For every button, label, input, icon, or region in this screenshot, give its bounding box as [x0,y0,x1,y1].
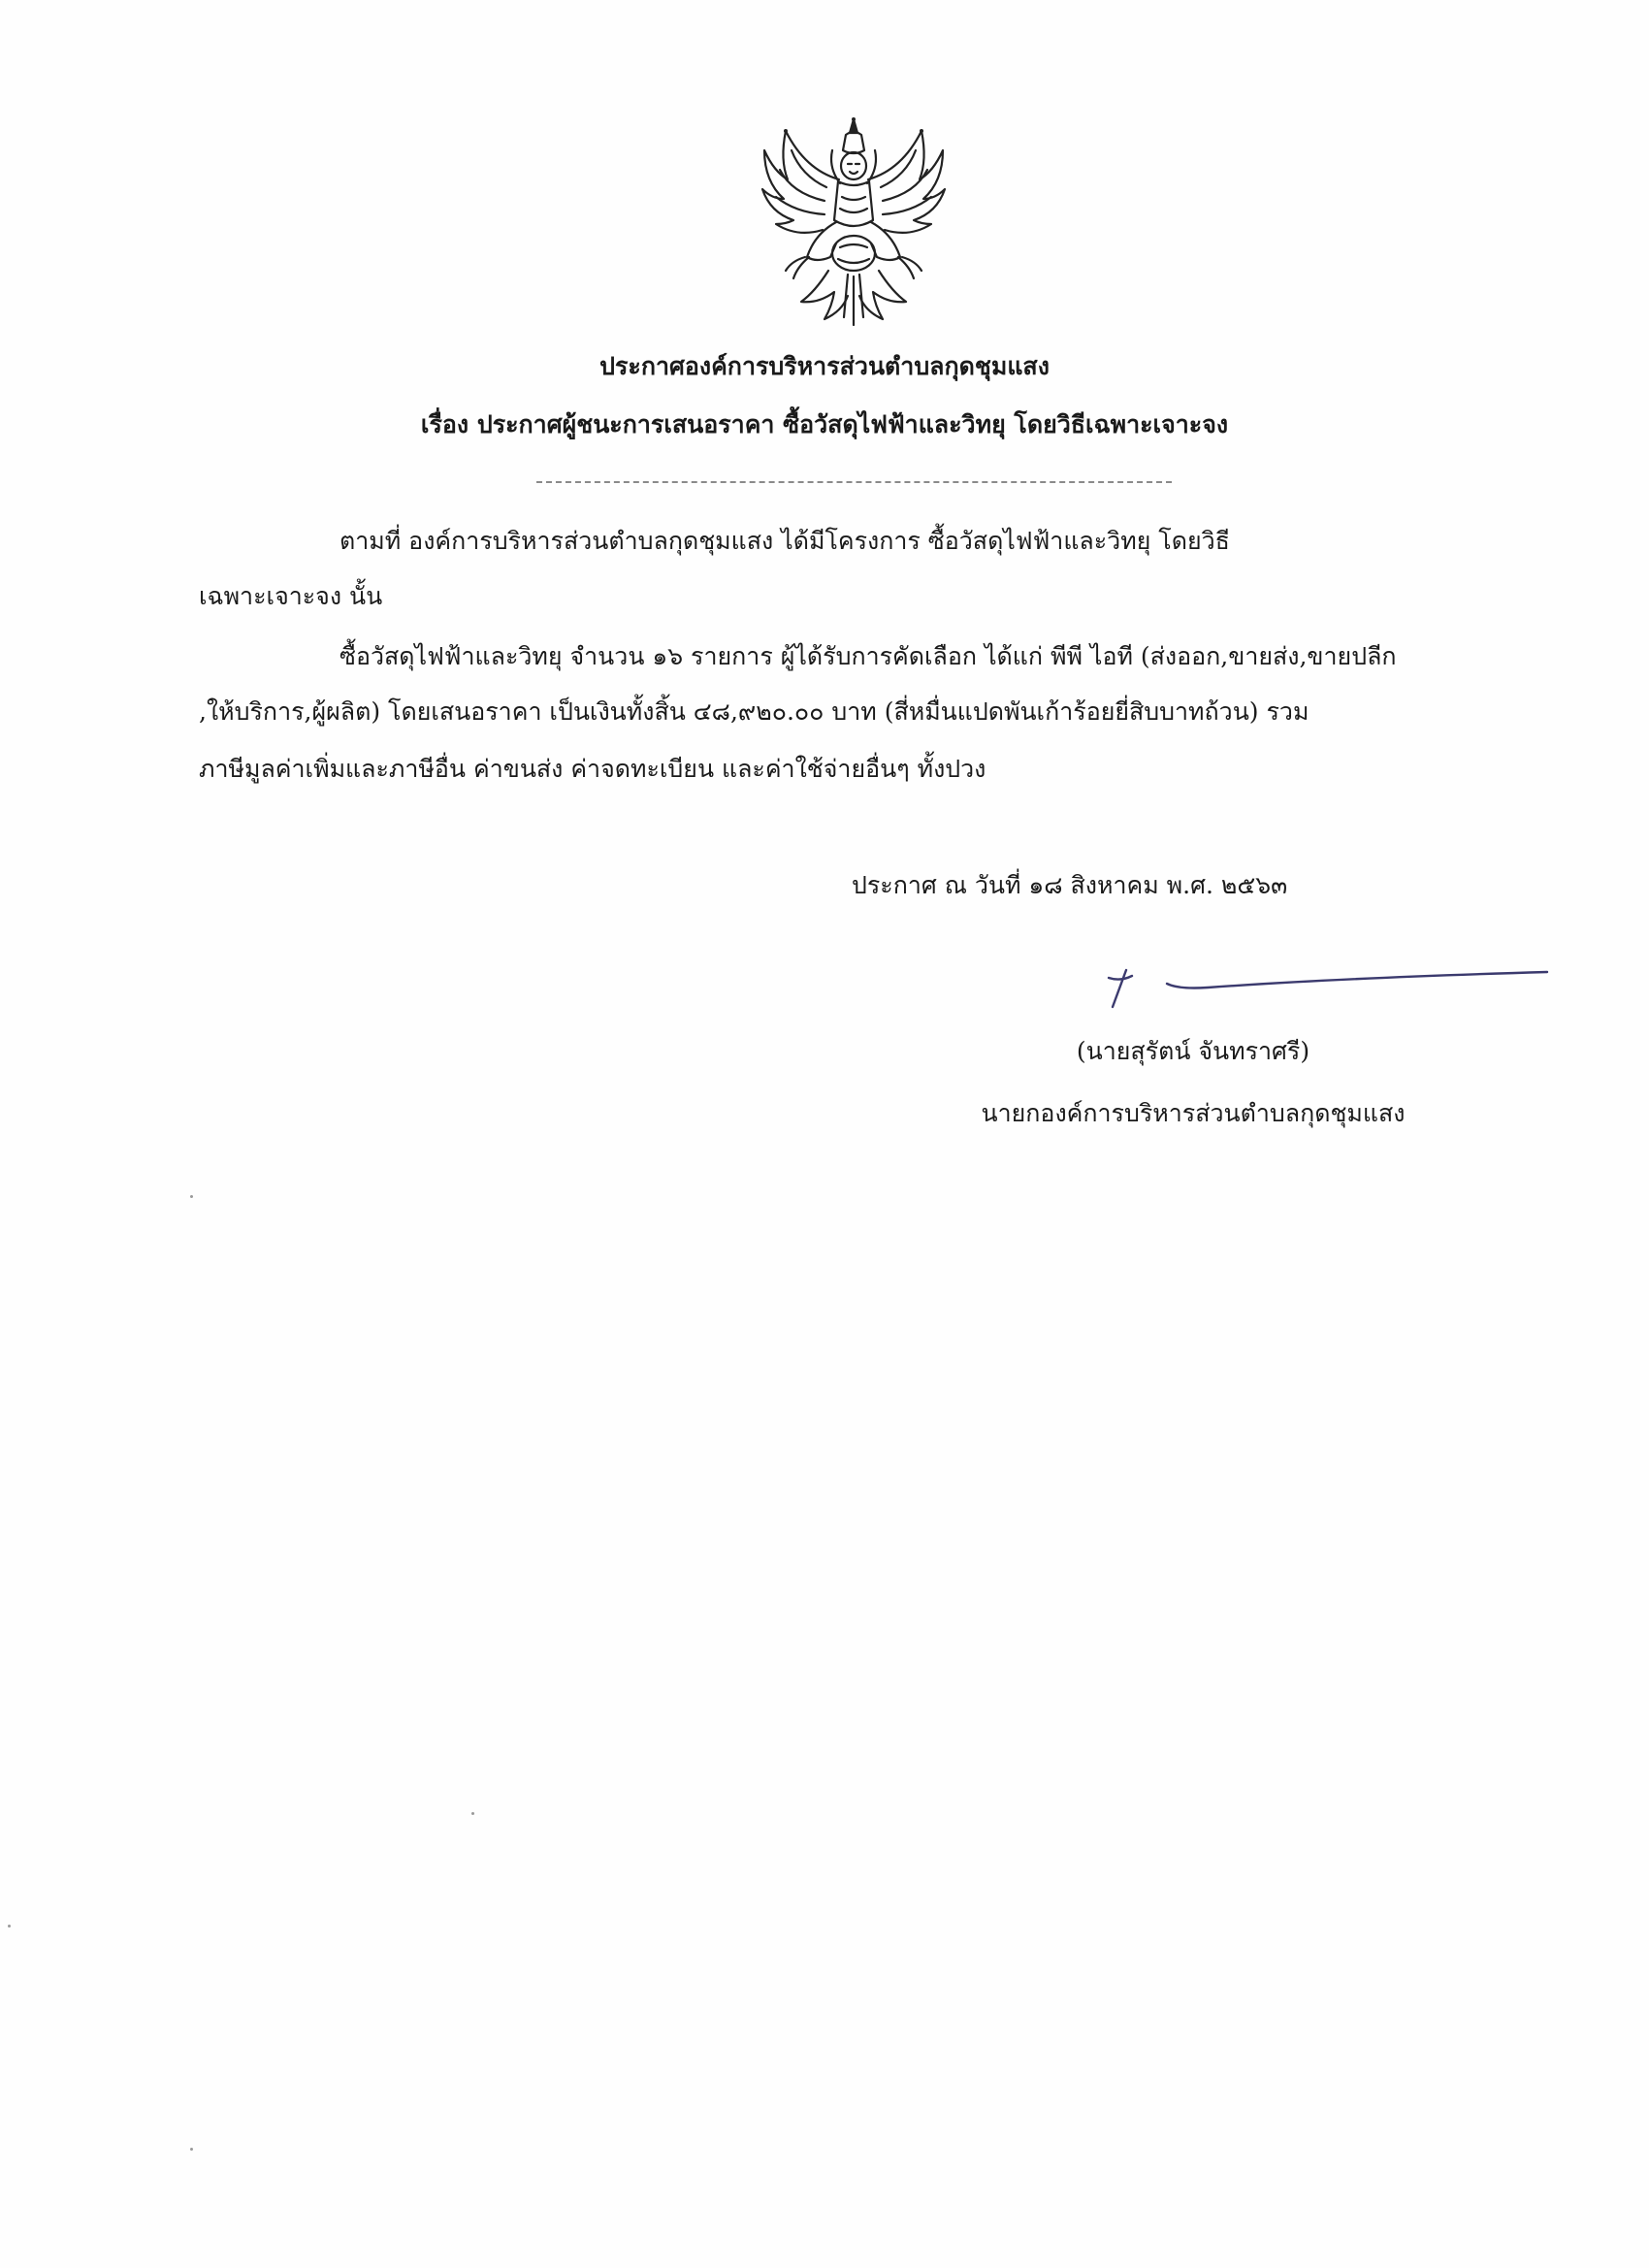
paragraph-1-line-1: ตามที่ องค์การบริหารส่วนตำบลกุดชุมแสง ได้มีโครงการ ซื้อวัสดุไฟฟ้าและวิทยุ โดยวิธี [340,527,1230,555]
paragraph-2-line-1: ซื้อวัสดุไฟฟ้าและวิทยุ จำนวน ๑๖ รายการ ผู้ได้รับการคัดเลือก ได้แก่ พีพี ไอที (ส่งออก,ขายส่ง,ขายปลีก [340,642,1397,670]
announcement-subject: เรื่อง ประกาศผู้ชนะการเสนอราคา ซื้อวัสดุไฟฟ้าและวิทยุ โดยวิธีเฉพาะเจาะจง [420,410,1229,438]
signatory-name: (นายสุรัตน์ จันทราศรี) [1076,1037,1310,1065]
scan-speck [471,1812,474,1815]
scan-speck [190,1195,193,1198]
paragraph-2-line-2: ,ให้บริการ,ผู้ผลิต) โดยเสนอราคา เป็นเงินทั้งสิ้น ๔๘,๙๒๐.๐๐ บาท (สี่หมื่นแปดพันเก้าร้อยยี่สิบบาทถ้วน) รวม [199,697,1310,726]
signatory-position: นายกองค์การบริหารส่วนตำบลกุดชุมแสง [981,1099,1406,1127]
paragraph-1-line-2: เฉพาะเจาะจง นั้น [199,582,383,610]
announcement-date: ประกาศ ณ วันที่ ๑๘ สิงหาคม พ.ศ. ๒๕๖๓ [852,871,1288,899]
handwritten-signature [1091,960,1576,1019]
paragraph-2-line-3: ภาษีมูลค่าเพิ่มและภาษีอื่น ค่าขนส่ง ค่าจดทะเบียน และค่าใช้จ่ายอื่นๆ ทั้งปวง [199,755,986,783]
dashed-divider [536,481,1172,483]
announcement-title: ประกาศองค์การบริหารส่วนตำบลกุดชุมแสง [599,352,1050,380]
scan-speck [190,2148,193,2151]
garuda-emblem-icon [747,112,960,335]
scan-speck [8,1925,11,1928]
